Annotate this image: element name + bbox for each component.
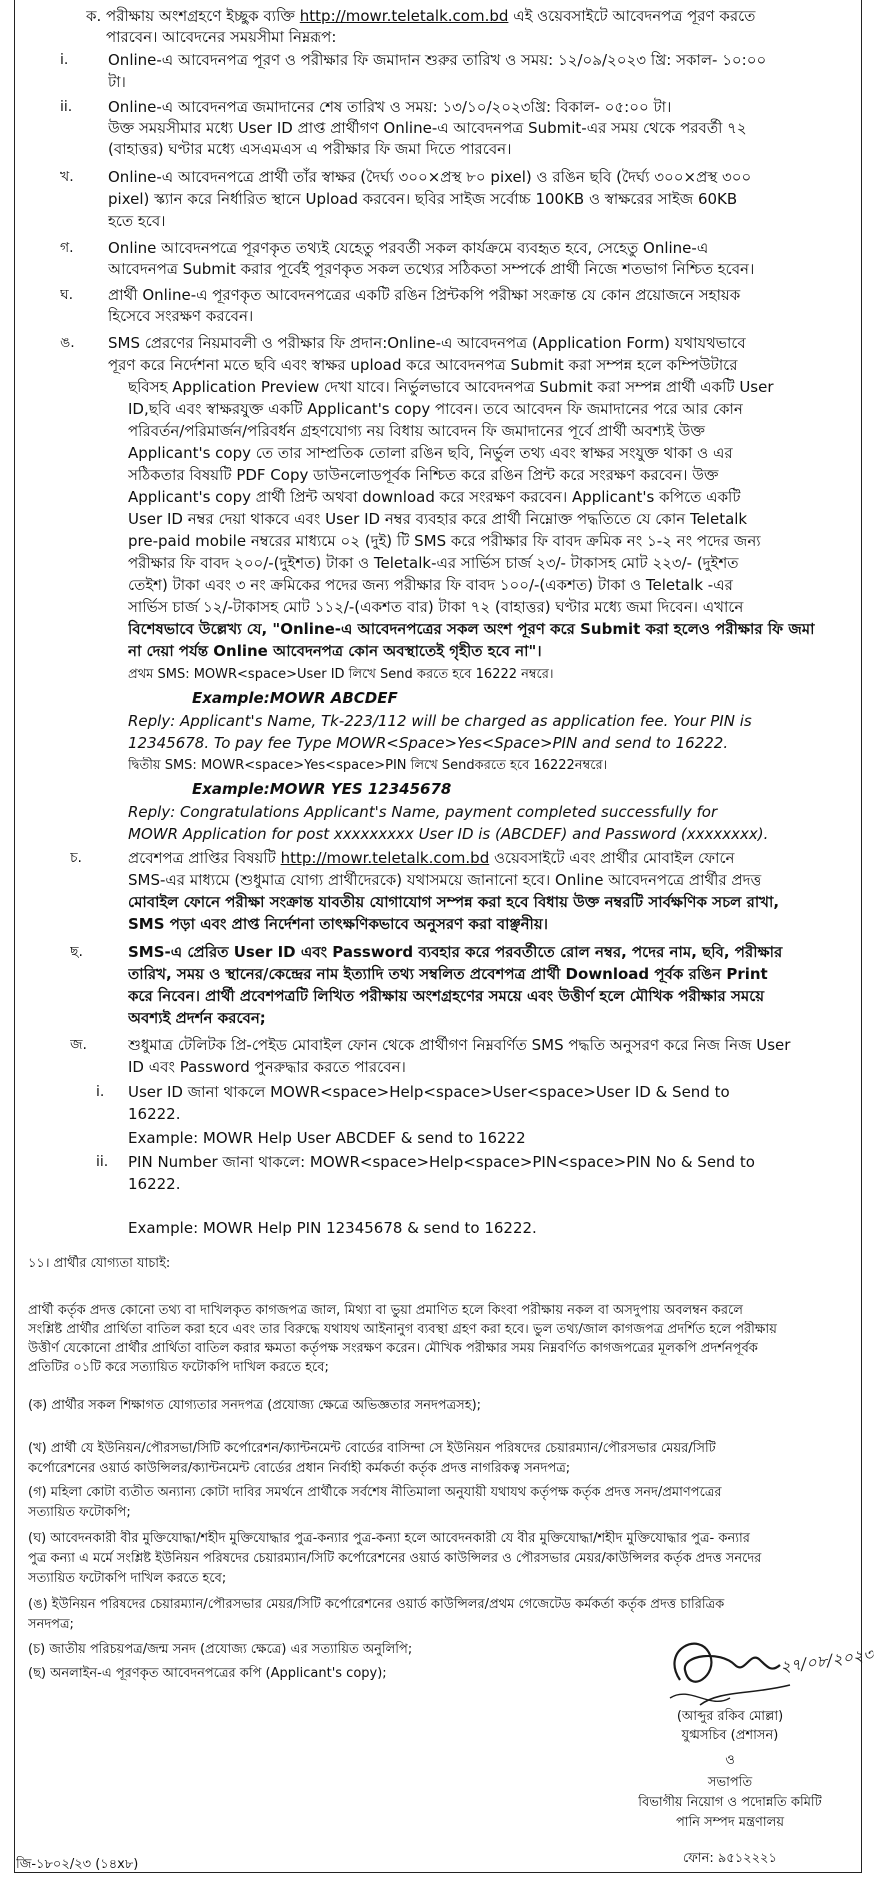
intro-suffix: এই ওয়েবসাইটে আবেদনপত্র পূরণ করতে	[513, 7, 756, 25]
item-ga-label: গ.	[60, 240, 74, 256]
item-cha-line-2: SMS-এর মাধ্যমে (শুধুমাত্র যোগ্য প্রার্থীদেরকে) যথাসময়ে জানানো হবে। Online আবেদনপত্রে প্রার্থীর প্রদত্ত	[128, 871, 762, 889]
signatory-phone: ফোন: ৯৫১২২২১	[683, 1851, 777, 1866]
signatory-and: ও	[725, 1753, 735, 1768]
item-cha-suffix: ওয়েবসাইটে এবং প্রার্থীর মোবাইল ফোনে	[494, 849, 735, 867]
footer-reference: জি-১৮০২/২৩ (১৪x৮)	[16, 1857, 139, 1872]
item-ja-sub-ii-line-2: 16222.	[128, 1175, 181, 1193]
signatory-committee: বিভাগীয় নিয়োগ ও পদোন্নতি কমিটি	[638, 1795, 822, 1810]
signatory-name: (আব্দুর রকিব মোল্লা)	[676, 1709, 784, 1724]
item-gha-line-1: প্রার্থী Online-এ পূরণকৃত আবেদনপত্রের একটি রঙিন প্রিন্টকপি পরীক্ষা সংক্রান্ত যে কোন প্রয়োজনে সহায়ক	[108, 286, 741, 304]
item-umo-line: Applicant's copy তে তার সাম্প্রতিক তোলা রঙিন ছবি, নির্ভুল তথ্য এবং স্বাক্ষর সংযুক্ত থাকা ও এর	[128, 444, 733, 462]
item-ja-line-2: ID এবং Password পুনরুদ্ধার করতে পারবেন।	[128, 1058, 406, 1076]
signature-date: ২৭/০৮/২০২৩	[778, 1644, 875, 1677]
section-11-heading: ১১। প্রার্থীর যোগ্যতা যাচাই:	[28, 1256, 171, 1271]
item-ja-sub-ii-line-1: PIN Number জানা থাকলে: MOWR<space>Help<space>PIN<space>PIN No & Send to	[128, 1153, 755, 1171]
second-sms-instruction: দ্বিতীয় SMS: MOWR<space>Yes<space>PIN লিখে Sendকরতে হবে 16222নম্বরে।	[128, 758, 608, 773]
intro-line-1	[86, 6, 856, 26]
item-umo-line: SMS প্রেরণের নিয়মাবলী ও পরীক্ষার ফি প্রদান:Online-এ আবেদনপত্র (Application Form) যথাযথভাবে	[108, 334, 746, 352]
second-sms-reply-line-2: MOWR Application for post xxxxxxxxx User ID is (ABCDEF) and Password (xxxxxxxx).	[128, 825, 769, 843]
item-ja-sub-i-line-1: User ID জানা থাকলে MOWR<space>Help<space>User<space>User ID & Send to	[128, 1083, 730, 1101]
item-umo-line: পূরণ করে নির্দেশনা মতে ছবি এবং স্বাক্ষর upload করে আবেদনপত্র Submit করা সম্পন্ন হলে কম্পিউটারে	[108, 356, 738, 374]
item-i-line-2: টা।	[108, 73, 126, 91]
item-chha-label: ছ.	[70, 944, 83, 960]
notice-border	[14, 0, 862, 1873]
item-umo-line: pre-paid mobile নম্বরের মাধ্যমে ০২ (দুই) টি SMS করে পরীক্ষার ফি বাবদ ক্রমিক নং ১-২ নং পদের জন্য	[128, 532, 761, 550]
item-umo-line: পরিবর্তন/পরিমার্জন/পরিবর্ধন গ্রহণযোগ্য নয় বিধায় আবেদন ফি জমাদানের পূর্বে প্রার্থী অবশ্যই উক্ত	[128, 422, 705, 440]
item-umo-line: ID,ছবি এবং স্বাক্ষরযুক্ত একটি Applicant's copy পাবেন। তবে আবেদন ফি জমাদানের পরে আর কোন	[128, 400, 743, 418]
item-umo-line-emphasis: বিশেষভাবে উল্লেখ্য যে, "Online-এ আবেদনপত্রের সকল অংশ পূরণ করে Submit করা হলেও পরীক্ষার ফি জমা	[128, 620, 815, 638]
item-ja-sub-i-label: i.	[96, 1084, 105, 1100]
first-sms-example: Example:MOWR ABCDEF	[192, 689, 398, 707]
first-sms-instruction: প্রথম SMS: MOWR<space>User ID লিখে Send করতে হবে 16222 নম্বরে।	[128, 667, 554, 682]
item-umo-line-emphasis: না দেয়া পর্যন্ত Online আবেদনপত্র কোন অবস্থাতেই গৃহীত হবে না"।	[128, 642, 542, 660]
item-ja-sub-ii-label: ii.	[96, 1154, 109, 1170]
section-11-item-g-line-2: সত্যায়িত ফটোকপি;	[28, 1505, 131, 1520]
item-chha-line-2: তারিখ, সময় ও স্থানের/কেন্দ্রের নাম ইত্যাদি তথ্য সম্বলিত প্রবেশপত্র প্রার্থী Download পূর্বক রঙিন Print	[128, 965, 768, 983]
item-ii-label: ii.	[60, 99, 73, 115]
item-umo-line: ছবিসহ Application Preview দেখা যাবে। নির্ভুলভাবে আবেদনপত্র Submit করা সম্পন্ন প্রার্থী একটি User	[128, 378, 774, 396]
item-umo-line: User ID নম্বর দেয়া থাকবে এবং User ID নম্বর ব্যবহার করে প্রার্থী নিম্নোক্ত পদ্ধতিতে যে কোন Teletalk	[128, 510, 748, 528]
section-11-item-gh-line-1: (ঘ) আবেদনকারী বীর মুক্তিযোদ্ধা/শহীদ মুক্তিযোদ্ধার পুত্র-কন্যার পুত্র-কন্যা হলে আবেদনকারী যে বীর মুক্তিযোদ্ধা/শহীদ মুক্তিযোদ্ধার পুত্র- কন্যার	[28, 1531, 750, 1546]
website-link[interactable]: http://mowr.teletalk.com.bd	[299, 7, 509, 25]
item-cha-label: চ.	[70, 850, 83, 866]
first-sms-reply-line-2: 12345678. To pay fee Type MOWR<Space>Yes<Space>PIN and send to 16222.	[128, 734, 729, 752]
item-kha-label: খ.	[60, 169, 74, 185]
item-i-label: i.	[60, 52, 69, 68]
section-11-item-ch: (চ) জাতীয় পরিচয়পত্র/জন্ম সনদ (প্রযোজ্য ক্ষেত্রে) এর সত্যায়িত অনুলিপি;	[28, 1642, 413, 1657]
second-sms-reply-line-1: Reply: Congratulations Applicant's Name, payment completed successfully for	[128, 803, 718, 821]
item-chha-line-3: করে নিবেন। প্রার্থী প্রবেশপত্রটি লিখিত পরীক্ষায় অংশগ্রহণের সময়ে এবং উত্তীর্ণ হলে মৌখিক পরীক্ষার সময়ে	[128, 987, 765, 1005]
item-ja-sub-i-example: Example: MOWR Help User ABCDEF & send to 16222	[128, 1129, 526, 1147]
item-ga-line-1: Online আবেদনপত্রে পূরণকৃত তথ্যই যেহেতু পরবর্তী সকল কার্যক্রমে ব্যবহৃত হবে, সেহেতু Online-এ	[108, 239, 709, 257]
intro-prefix: ক. পরীক্ষায় অংশগ্রহণে ইচ্ছুক ব্যক্তি	[86, 7, 295, 25]
section-11-item-chh: (ছ) অনলাইন-এ পূরণকৃত আবেদনপত্রের কপি (Applicant's copy);	[28, 1666, 387, 1681]
intro-line-2: পারবেন। আবেদনের সময়সীমা নিম্নরূপ:	[106, 28, 337, 46]
website-link[interactable]: http://mowr.teletalk.com.bd	[280, 849, 490, 867]
section-11-para-line: সংশ্লিষ্ট প্রার্থীর প্রার্থিতা বাতিল করা হবে এবং তার বিরুদ্ধে যথাযথ আইনানুগ ব্যবস্থা গ্রহণ করা হবে। ভুল তথ্য/জাল কাগজপত্র প্রদর্শিত হলে পরীক্ষায়	[28, 1322, 777, 1337]
item-ii-line-1: Online-এ আবেদনপত্র জমাদানের শেষ তারিখ ও সময়: ১৩/১০/২০২৩খ্রি: বিকাল- ০৫:০০ টা।	[108, 98, 672, 116]
item-kha-line-2: pixel) স্ক্যান করে নির্ধারিত স্থানে Upload করবেন। ছবির সাইজ সর্বোচ্চ 100KB ও স্বাক্ষরের সাইজ 60KB	[108, 190, 738, 208]
section-11-para-line: প্রতিটির ০১টি করে সত্যায়িত ফটোকপি দাখিল করতে হবে;	[28, 1360, 329, 1375]
item-ii-line-3: (বাহাত্তর) ঘণ্টার মধ্যে এসএমএস এ পরীক্ষার ফি জমা দিতে পারবেন।	[108, 140, 512, 158]
item-chha-line-4: অবশ্যই প্রদর্শন করবেন;	[128, 1009, 266, 1027]
item-umo-line: সার্ভিস চার্জ ১২/-টাকাসহ মোট ১১২/-(একশত বার) টাকা ৭২ (বাহাত্তর) ঘণ্টার মধ্যে জমা দিবেন। এখানে	[128, 598, 744, 616]
section-11-item-gh-line-2: পুত্র কন্যা এ মর্মে সংশ্লিষ্ট ইউনিয়ন পরিষদের চেয়ারম্যান/সিটি কর্পোরেশনের ওয়ার্ড কাউন্সিলর ও পৌরসভার মেয়র/কাউন্সিলর কর্তৃক প্রদত্ত সনদের	[28, 1551, 762, 1566]
section-11-para-line: প্রার্থী কর্তৃক প্রদত্ত কোনো তথ্য বা দাখিলকৃত কাগজপত্র জাল, মিথ্যা বা ভুয়া প্রমাণিত হলে কিংবা পরীক্ষায় নকল বা অসদুপায় অবলম্বন করলে	[28, 1303, 743, 1318]
section-11-para-line: উত্তীর্ণ যেকোনো প্রার্থীর প্রার্থিতা বাতিল করার ক্ষমতা কর্তৃপক্ষ সংরক্ষণ করেন। মৌখিক পরীক্ষার সময় নিম্নবর্ণিত কাগজপত্রের মূলকপি প্রদর্শনপূর্বক	[28, 1341, 758, 1356]
second-sms-example: Example:MOWR YES 12345678	[192, 780, 452, 798]
signatory-designation: যুগ্মসচিব (প্রশাসন)	[681, 1728, 779, 1743]
item-ga-line-2: আবেদনপত্র Submit করার পূর্বেই পূরণকৃত সকল তথ্যের সঠিকতা সম্পর্কে প্রার্থী নিজে শতভাগ নিশ্চিত হবেন।	[108, 260, 755, 278]
section-11-item-g-line-1: (গ) মহিলা কোটা ব্যতীত অন্যান্য কোটা দাবির সমর্থনে প্রার্থীকে সর্বশেষ নীতিমালা অনুযায়ী যথাযথ কর্তৃপক্ষ কর্তৃক প্রদত্ত সনদ/প্রমাণপত্রের	[28, 1485, 722, 1500]
section-11-item-um-line-2: সনদপত্র;	[28, 1617, 74, 1632]
section-11-item-gh-line-3: সত্যায়িত ফটোকপি দাখিল করতে হবে;	[28, 1571, 227, 1586]
item-gha-label: ঘ.	[60, 287, 74, 303]
item-ii-line-2: উক্ত সময়সীমার মধ্যে User ID প্রাপ্ত প্রার্থীগণ Online-এ আবেদনপত্র Submit-এর সময় থেকে পরবর্তী ৭২	[108, 119, 747, 137]
first-sms-reply-line-1: Reply: Applicant's Name, Tk-223/112 will be charged as application fee. Your PIN is	[128, 712, 752, 730]
item-chha-line-1: SMS-এ প্রেরিত User ID এবং Password ব্যবহার করে পরবর্তীতে রোল নম্বর, পদের নাম, ছবি, পরীক্ষার	[128, 943, 783, 961]
item-ja-sub-ii-example: Example: MOWR Help PIN 12345678 & send to 16222.	[128, 1219, 537, 1237]
item-umo-line: তেইশ) টাকা এবং ৩ নং ক্রমিকের পদের জন্য পরীক্ষার ফি বাবদ ১০০/-(একশত) টাকা ও Teletalk -এর	[128, 576, 733, 594]
item-umo-line: পরীক্ষার ফি বাবদ ২০০/-(দুইশত) টাকা ও Teletalk-এর সার্ভিস চার্জ ২৩/- টাকাসহ মোট ২২৩/- (দুইশত	[128, 554, 739, 572]
item-kha-line-1: Online-এ আবেদনপত্রে প্রার্থী তাঁর স্বাক্ষর (দৈর্ঘ্য ৩০০×প্রস্থ ৮০ pixel) ও রঙিন ছবি (দৈর্ঘ্য ৩০০×প্রস্থ ৩০০	[108, 168, 752, 186]
item-kha-line-3: হতে হবে।	[108, 212, 166, 230]
item-i-line-1: Online-এ আবেদনপত্র পূরণ ও পরীক্ষার ফি জমাদান শুরুর তারিখ ও সময়: ১২/০৯/২০২৩ খ্রি: সকাল- ১০:০০	[108, 51, 767, 69]
section-11-item-um-line-1: (ঙ) ইউনিয়ন পরিষদের চেয়ারম্যান/পৌরসভার মেয়র/সিটি কর্পোরেশনের ওয়ার্ড কাউন্সিলর/প্রথম গেজেটেড কর্মকর্তা কর্তৃক প্রদত্ত চারিত্রিক	[28, 1597, 725, 1612]
signatory-role: সভাপতি	[707, 1775, 753, 1790]
item-ja-label: জ.	[70, 1037, 87, 1053]
item-ja-line-1: শুধুমাত্র টেলিটক প্রি-পেইড মোবাইল ফোন থেকে প্রার্থীগণ নিম্নবর্ণিত SMS পদ্ধতি অনুসরণ করে নিজ নিজ User	[128, 1036, 791, 1054]
section-11-item-kh-line-2: কর্পোরেশনের ওয়ার্ড কাউন্সিলর/ক্যান্টনমেন্ট বোর্ডের প্রধান নির্বাহী কর্মকর্তা কর্তৃক প্রদত্ত নাগরিকত্ব সনদপত্র;	[28, 1461, 571, 1476]
item-umo-line: Applicant's copy প্রার্থী প্রিন্ট অথবা download করে সংরক্ষণ করবেন। Applicant's কপিতে একটি	[128, 488, 741, 506]
section-11-item-kh-line-1: (খ) প্রার্থী যে ইউনিয়ন/পৌরসভা/সিটি কর্পোরেশন/ক্যান্টনমেন্ট বোর্ডের বাসিন্দা সে ইউনিয়ন পরিষদের চেয়ারম্যান/পৌরসভার মেয়র/সিটি	[28, 1441, 716, 1456]
item-cha-prefix: প্রবেশপত্র প্রাপ্তির বিষয়টি	[128, 849, 276, 867]
section-11-item-k: (ক) প্রার্থীর সকল শিক্ষাগত যোগ্যতার সনদপত্র (প্রযোজ্য ক্ষেত্রে অভিজ্ঞতার সনদপত্রসহ);	[28, 1398, 482, 1413]
item-umo-line: সঠিকতার বিষয়টি PDF Copy ডাউনলোডপূর্বক নিশ্চিত করে রঙিন প্রিন্ট করে সংরক্ষণ করবেন। উক্ত	[128, 466, 719, 484]
item-gha-line-2: হিসেবে সংরক্ষণ করবেন।	[108, 307, 254, 325]
item-umo-label: ঙ.	[60, 335, 75, 351]
item-cha-line-4: SMS পড়া এবং প্রাপ্ত নির্দেশনা তাৎক্ষণিকভাবে অনুসরণ করা বাঞ্ছনীয়।	[128, 915, 549, 933]
item-cha-line-3: মোবাইল ফোনে পরীক্ষা সংক্রান্ত যাবতীয় যোগাযোগ সম্পন্ন করা হবে বিধায় উক্ত নম্বরটি সার্বক্ষণিক সচল রাখা,	[128, 893, 780, 911]
signatory-ministry: পানি সম্পদ মন্ত্রণালয়	[675, 1815, 785, 1830]
item-ja-sub-i-line-2: 16222.	[128, 1105, 181, 1123]
